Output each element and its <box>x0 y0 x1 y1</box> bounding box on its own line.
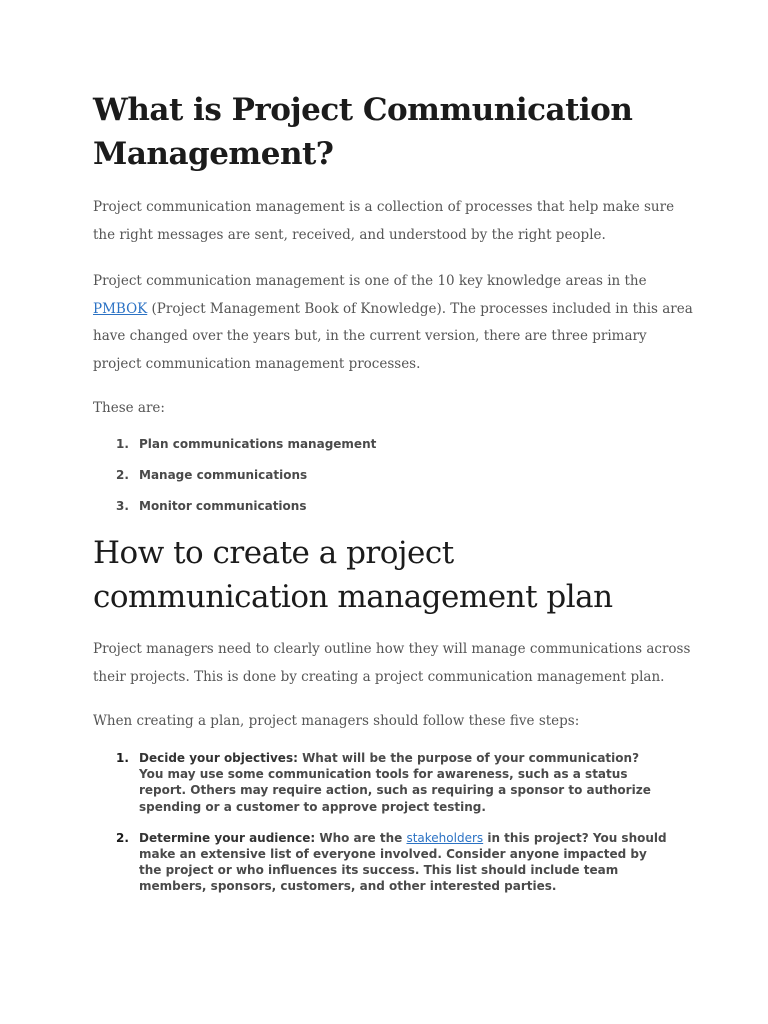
list-item <box>93 499 693 530</box>
section-heading: How to create a project communication management plan <box>93 535 613 615</box>
list-number: 1. <box>116 751 129 765</box>
step-lead: Decide your objectives: <box>139 751 298 765</box>
list-item-text: Monitor communications <box>139 499 307 513</box>
pmbok-paragraph <box>93 268 693 378</box>
list-item-text: Plan communications management <box>139 437 377 451</box>
list-item <box>93 750 667 815</box>
list-number: 2. <box>116 830 129 845</box>
list-number: 1. <box>116 437 129 451</box>
plan-paragraph: Project managers need to clearly outline how they will manage communications across their projects. This is done by creating a project communication management plan. <box>93 641 691 685</box>
list-number: 2. <box>116 468 129 482</box>
pmbok-paragraph-text-start: Project communication management is one of the 10 key knowledge areas in the <box>93 273 647 289</box>
these-are-label: These are: <box>93 400 165 416</box>
list-number: 3. <box>116 499 129 513</box>
list-item-text: Manage communications <box>139 468 308 482</box>
stakeholders-link[interactable]: stakeholders <box>406 830 484 845</box>
step-body-start: Who are the <box>315 830 407 845</box>
list-item <box>93 468 693 499</box>
page-title: What is Project Communication Management? <box>93 92 633 172</box>
intro-paragraph: Project communication management is a collection of processes that help make sure the right messages are sent, received, and understood by the right people. <box>93 199 675 243</box>
list-item <box>93 437 693 468</box>
list-item <box>93 830 667 895</box>
steps-list <box>93 750 693 910</box>
process-list <box>93 437 693 530</box>
step-lead: Determine your audience: <box>139 830 316 845</box>
step-body: What will be the purpose of your communication? You may use some communication tools for awareness, such as a status report. Others may require action, such as requiring a sponsor to authorize spending or a customer to approve project testing. <box>139 751 651 814</box>
pmbok-paragraph-text-end: (Project Management Book of Knowledge). The processes included in this area have changed over the years but, in the current version, there are three primary project communication management processes. <box>93 300 693 372</box>
pmbok-link[interactable]: PMBOK <box>93 300 148 317</box>
steps-intro-paragraph: When creating a plan, project managers should follow these five steps: <box>93 713 580 729</box>
step-body-end: in this project? You should make an extensive list of everyone involved. Consider anyone impacted by the project or who influences its success. This list should include team members, sponsors, customers, and other interested parties. <box>139 830 667 894</box>
